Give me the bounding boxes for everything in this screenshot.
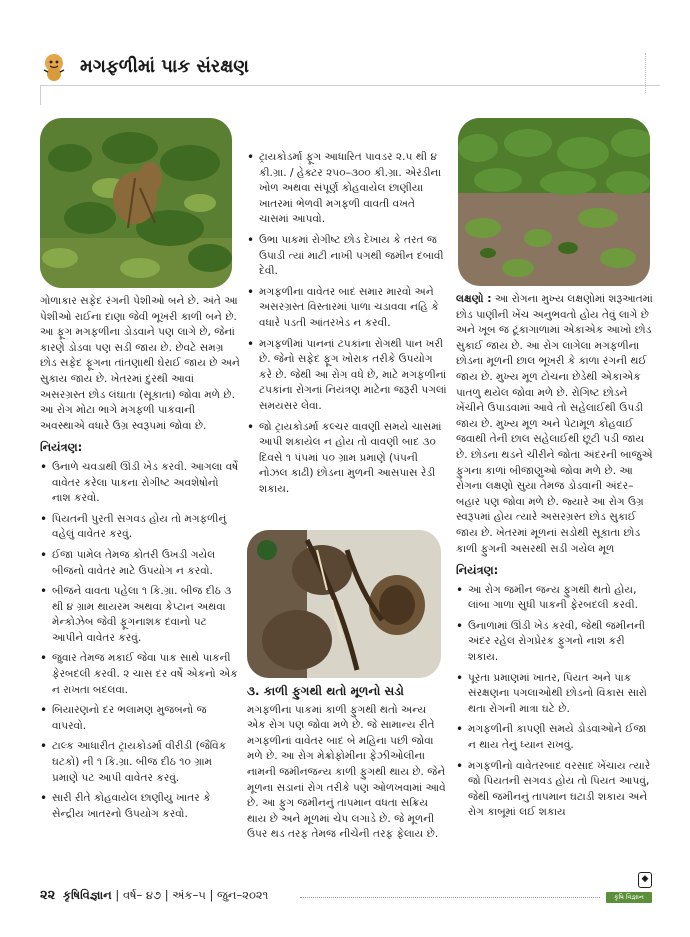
- list-item: • પૂરતા પ્રમાણમાં ખાતર, પિયત અને પાક સંરક્ષણના પગલાઓથી છોડનો વિકાસ સારો થતા રોગની માત્રા ઘટે છે.: [456, 671, 656, 718]
- list-item: • બિયારણનો દર ભલામણ મુજબનો જ વાપરવો.: [40, 703, 240, 734]
- page-title: મગફળીમાં પાક સંરક્ષણ: [80, 56, 249, 77]
- magazine-logo: કૃષિ વિજ્ઞાન: [606, 892, 652, 903]
- list-item: • સારી રીતે કોહવાયેલ છાણીયુ ખાતર કે સેન્દ્રીય ખાતરનો ઉપયોગ કરવો.: [40, 791, 240, 822]
- peanut-mascot-icon: [40, 52, 68, 82]
- magazine-name: કૃષિવિજ્ઞાન: [62, 888, 112, 902]
- control-list: [247, 150, 447, 497]
- list-item: • ઈજા પામેલ તેમજ કોતરી ઉખડી ગયેલ બીજનો વાવેતર માટે ઉપયોગ ન કરવો.: [40, 548, 240, 579]
- list-item: • ઉનાળે ચવડાથી ઊંડી ખેડ કરવી. આગલા વર્ષે વાવેતર કરેલા પાકના રોગીષ્ટ અવશેષોનો નાશ કરવો.: [40, 460, 240, 507]
- list-item: • જુવાર તેમજ મકાઈ જેવા પાક સાથે પાકની ફેરબદલી કરવી. ૨ ચાસ દર વર્ષે એકનો એક ન રાખતા બદલવા.: [40, 651, 240, 698]
- photo-wilting-plants: [40, 118, 232, 288]
- list-item: • મગફળીની કાપણી સમયે ડોડવાઓને ઈજા ન થાય તેનું ધ્યાન રાખવું.: [456, 722, 656, 753]
- list-item: • ટાલ્ક આધારીત ટ્રાયકોડર્મા વીરીડી (જૈવિક ઘટકો) ની ૧ કિ.ગ્રા. બીજ દીઠ ૧૦ ગ્રામ પ્રમાણે પટ આપી વાવેતર કરવું.: [40, 739, 240, 786]
- control-list: [456, 583, 656, 821]
- list-item: • મગફળીનો વાવેતરબાદ વરસાદ ખેંચાય ત્યારે જો પિયતની સગવડ હોય તો પિયત આપવું, જેથી જમીનનું તાપમાન ઘટાડી શકાય અને રોગ કાબૂમાં લઈ શકાય: [456, 759, 656, 821]
- control-heading: નિયંત્રણ:: [456, 563, 499, 578]
- issue-date: જુન–૨૦૨૧: [217, 888, 269, 902]
- list-item: • જો ટ્રાયકોડર્મા કલ્ચર વાવણી સમયે ચાસમાં આપી શકાયેલ ન હોય તો વાવણી બાદ ૩૦ દિવસે ૧ પંપમાં ૫૦ ગ્રામ પ્રમાણે (પંપની નોઝલ કાઢી) છોડના મુળની આસપાસ રેડી શકાય.: [247, 420, 447, 498]
- photo-field-rows: [458, 118, 650, 286]
- list-item: • પિયતની પુરતી સગવડ હોય તો મગફળીનું વહેલું વાવેતર કરવું.: [40, 512, 240, 543]
- header-divider-left: [40, 85, 41, 105]
- photo-rotten-roots: [247, 530, 441, 678]
- volume: વર્ષ– ૪૭: [122, 888, 162, 902]
- column-1: [40, 294, 240, 827]
- control-heading: નિયંત્રણ:: [40, 440, 83, 455]
- list-item: • આ રોગ જમીન જન્ય ફુગથી થતો હોય, લાંબા ગાળા સુધી પાકની ફેરબદલી કરવી.: [456, 583, 656, 614]
- intro-paragraph: ગોળાકાર સફેદ રંગની પેશીઓ બને છે. અંતે આ પેશીઓ રાઈના દાણા જેવી ભૂખરી કાળી બને છે. આ ફૂગ મગફળીના ડોડવાને પણ લાગે છે, જેનાં કારણે ડોડવા પણ સડી જાય છે. છેવટે સમગ્ર છોડ સફેદ ફૂગના તાંતણાથી ઘેરાઈ જાય છે અને સુકાય જાય છે. ખેતરમાં દુરથી આવાં અસરગ્રસ્ત છોડ લંઘાતા (સૂકાતા) જોવા મળે છે. આ રોગ મોટા ભાગે મગફળી પાકવાની અવસ્થાએ વધારે ઉગ્ર સ્વરૂપમાં જોવા છે.: [40, 295, 240, 432]
- footer-rule: [300, 897, 600, 898]
- page-number: ૨૨: [40, 888, 56, 903]
- list-item: • ઉનાળામાં ઊંડી ખેડ કરવી, જેથી જમીનની અંદર રહેલ રોગપ્રેરક ફુગનો નાશ કરી શકાય.: [456, 619, 656, 666]
- list-item: • મગફળીમાં પાનનાં ટપકાંના રોગથી પાન ખરી છે. જેનો સફેદ ફૂગ ખોરાક તરીકે ઉપયોગ કરે છે. જેથી આ રોગ વધે છે, માટે મગફળીનાં ટપકાંના રોગનાં નિયંત્રણ માટેના જરૂરી પગલાં સમયસર લેવા.: [247, 337, 447, 415]
- end-mark-icon: ◆: [638, 872, 652, 888]
- list-item: • મગફળીના વાવેતર બાદ સમાર મારવો અને અસરગ્રસ્ત વિસ્તારમાં પાળા ચડાવવા નહિ કે વધારે પડતી આંતરખેડ ન કરવી.: [247, 285, 447, 332]
- symptoms-paragraph: [456, 292, 656, 557]
- section-heading: ૩. કાળી ફુગથી થતો મૂળનો સડો: [247, 684, 404, 698]
- column-2-section: [247, 684, 447, 848]
- symptoms-text: આ રોગના મુખ્ય લક્ષણોમાં શરૂઆતમાં છોડ પાણીની ખેંચ અનુભવતો હોય તેવું લાગે છે અને ખૂબ જ ટૂંકાગાળામાં એકાએક આખો છોડ સુકાઈ જાય છે. આ રોગ લાગેલા મગફળીના છોડના મૂળની છાલ ભૂખરી કે કાળા રંગની થઈ જાય છે. મુખ્ય મૂળ ટોચના છેડેથી એકાએક પાતળુ થયેલ જોવા મળે છે. રોગિષ્ટ છોડને ખેંચીને ઉપાડવામાં આવે તો સહેલાઈથી ઉપડી જાય છે. મુખ્ય મૂળ અને પેટામૂળ કોહવાઈ જવાથી તેની છાલ સહેલાઈથી છૂટી પડી જાય છે. છોડના થડને ચીરીને જોતા અંદરની બાજુએ ફુગના કાળાં બીજાણુઓ જોવા મળે છે. આ રોગના લક્ષણો સુયા તેમજ ડોડવાની અંદર–બહાર પણ જોવા મળે છે. જ્યારે આ રોગ ઉગ્ર સ્વરૂપમાં હોય ત્યારે અસરગ્રસ્ત છોડ સુકાઈ જાય છે. ખેતરમાં મૂળનાં સડોથી સૂકાતા છોડ કાળી ફુગની અસરથી સડી ગયેલ મૂળ: [456, 293, 653, 555]
- column-2: [247, 150, 447, 502]
- header-divider: [40, 85, 660, 86]
- issue: અંક–૫: [172, 888, 206, 902]
- symptoms-label: લક્ષણો :: [456, 293, 492, 305]
- header-divider-right: [645, 53, 646, 93]
- column-3: [456, 292, 656, 826]
- list-item: • બીજને વાવતા પહેલા ૧ કિ.ગ્રા. બીજ દીઠ ૩ થી ૪ ગ્રામ થાયરમ અથવા કેપ્ટાન અથવા મેન્કોઝેબ જેવી ફૂગનાશક દવાનો પટ આપીને વાવેતર કરવું.: [40, 584, 240, 646]
- footer: ૨૨ કૃષિવિજ્ઞાન | વર્ષ– ૪૭ | અંક–૫ | જુન–૨૦૨૧: [40, 888, 269, 903]
- control-list: [40, 460, 240, 822]
- list-item: • ઉભા પાકમાં રોગીષ્ટ છોડ દેખાય કે તરત જ ઉપાડી ત્યાં માટી નાખી પગથી જમીન દબાવી દેવી.: [247, 233, 447, 280]
- title-band: [38, 50, 648, 90]
- section-paragraph: મગફળીના પાકમાં કાળી ફુગથી થતો અન્ય એક રોગ પણ જોવા મળે છે. જે સામાન્ય રીતે મગફળીનાં વાવેતર બાદ બે મહિના પછી જોવા મળે છે. આ રોગ મેક્રોફોમીના ફેઝીઓલીના નામની જમીનજન્ય કાળી ફુગથી થાય છે. જેને મૂળના સડાનાં રોગ તરીકે પણ ઓળખવામાં આવે છે. આ ફુગ જમીનનું તાપમાન વધતા સક્રિય થાય છે અને મૂળમાં ચેપ લગાડે છે. જે મૂળની ઉપર થડ તરફ તેમજ નીચેની તરફ ફેલાય છે.: [247, 703, 446, 841]
- list-item: • ટ્રાયકોડર્મા ફૂગ આધારિત પાવડર ૨.૫ થી ૪ કી.ગ્રા. / હેક્ટર ૨૫૦–૩૦૦ કી.ગ્રા. એરંડીના ખોળ અથવા સંપૂર્ણ કોહવાયેલ છાણીયા ખાતરમાં ભેળવી મગફળી વાવતી વખતે ચાસમાં આપવો.: [247, 150, 447, 228]
